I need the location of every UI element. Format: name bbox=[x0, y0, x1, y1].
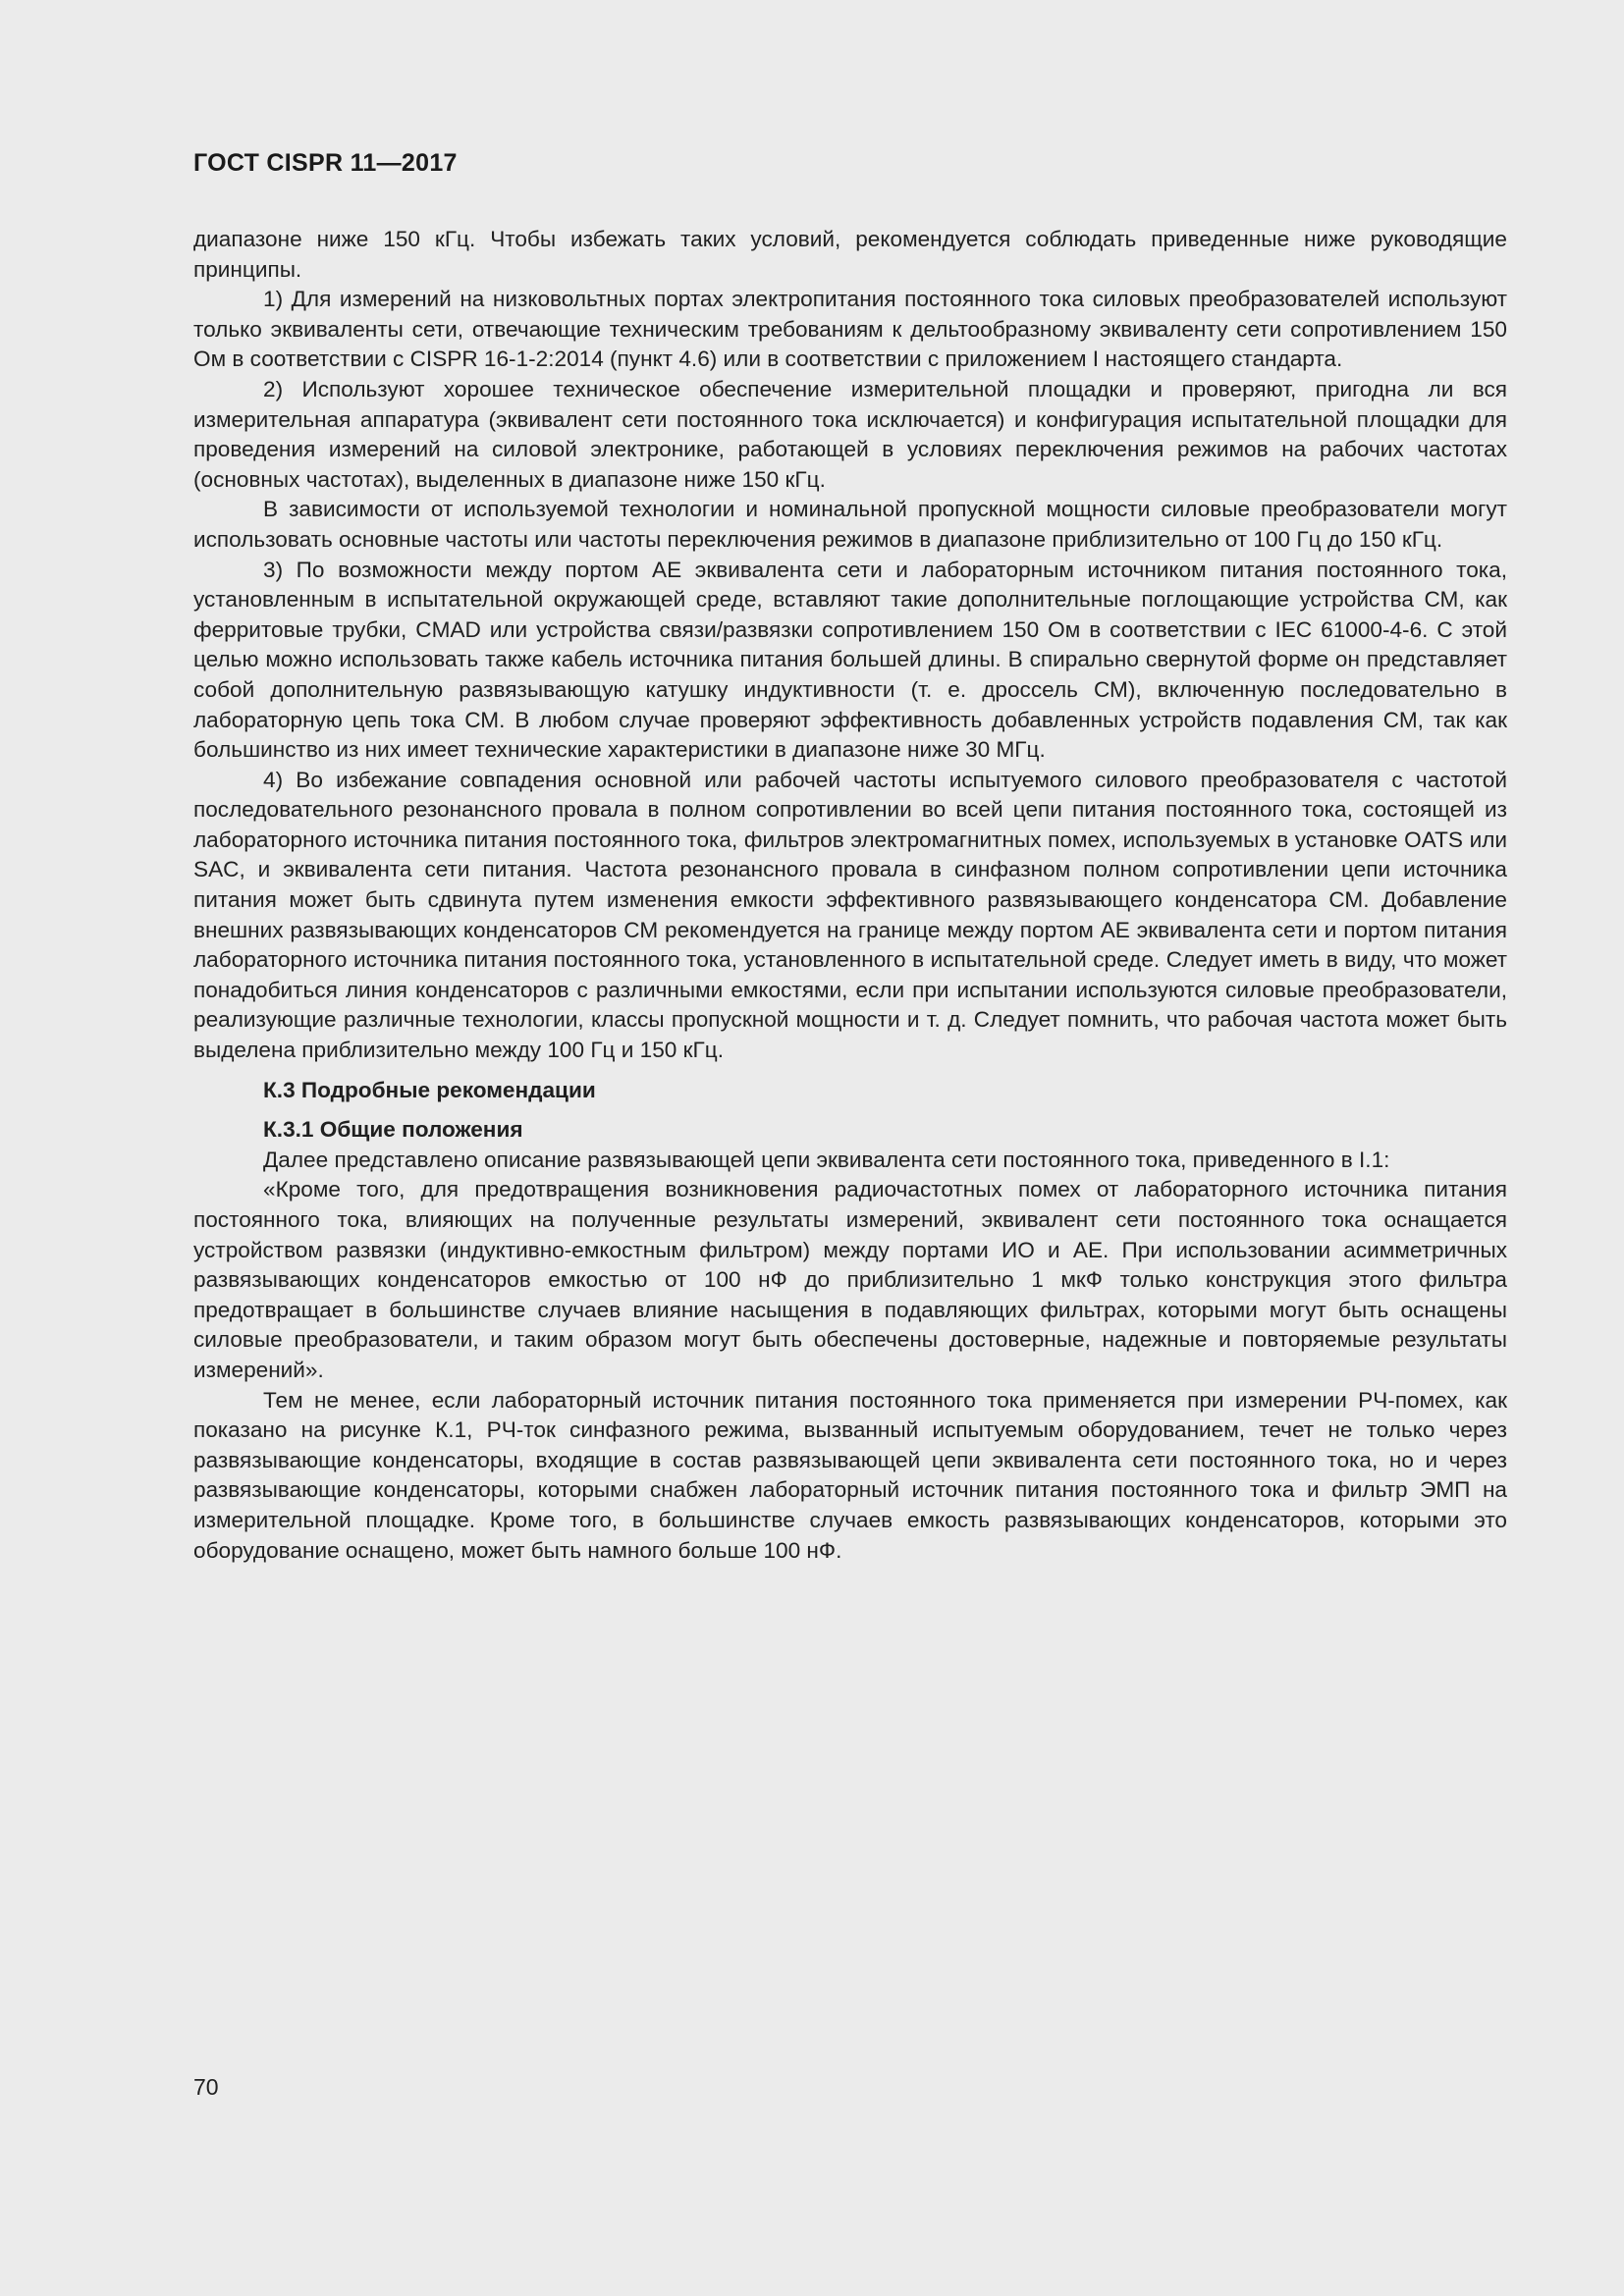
heading-k3: К.3 Подробные рекомендации bbox=[263, 1077, 596, 1102]
paragraph-final: Тем не менее, если лабораторный источник питания постоянного тока применяется при измерении РЧ-помех, как показано на рисунке К.1, РЧ-ток синфазного режима, вызванный испытуемым оборудованием, течет не только через развязывающие конденсаторы, входящие в состав развязывающей цепи эквивалента сети постоянного тока, но и через развязывающие конденсаторы, которыми снабжен лабораторный источник питания постоянного тока и фильтр ЭМП на измерительной площадке. Кроме того, в большинстве случаев емкость развязывающих конденсаторов, которыми это оборудование оснащено, может быть намного больше 100 нФ. bbox=[193, 1387, 1507, 1563]
paragraph-intro: Далее представлено описание развязывающей цепи эквивалента сети постоянного тока, приведенного в I.1: bbox=[263, 1147, 1390, 1172]
paragraph-item-2: 2) Используют хорошее техническое обеспечение измерительной площадки и проверяют, пригодна ли вся измерительная аппаратура (эквивалент сети постоянного тока исключается) и конфигурация испытательной площадки для проведения измерений на силовой электронике, работающей в условиях переключения режимов на рабочих частотах (основных частотах), выделенных в диапазоне ниже 150 кГц. bbox=[193, 376, 1507, 492]
body-text bbox=[193, 225, 1507, 1566]
paragraph-item-1: 1) Для измерений на низковольтных портах электропитания постоянного тока силовых преобразователей используют только эквиваленты сети, отвечающие техническим требованиям к дельтообразному эквиваленту сети сопротивлением 150 Ом в соответствии с CISPR 16-1-2:2014 (пункт 4.6) или в соответствии с приложением I настоящего стандарта. bbox=[193, 287, 1507, 372]
paragraph-continuation: диапазоне ниже 150 кГц. Чтобы избежать таких условий, рекомендуется соблюдать приведенные ниже руководящие принципы. bbox=[193, 227, 1507, 282]
paragraph-item-3: 3) По возможности между портом АЕ эквивалента сети и лабораторным источником питания постоянного тока, установленным в испытательной окружающей среде, вставляют такие дополнительные поглощающие устройства СМ, как ферритовые трубки, CMAD или устройства связи/развязки сопротивлением 150 Ом в соответствии с IEC 61000-4-6. С этой целью можно использовать также кабель источника питания большей длины. В спирально свернутой форме он представляет собой дополнительную развязывающую катушку индуктивности (т. е. дроссель СМ), включенную последовательно в лабораторную цепь тока СМ. В любом случае проверяют эффективность добавленных устройств подавления СМ, так как большинство из них имеет технические характеристики в диапазоне ниже 30 МГц. bbox=[193, 557, 1507, 763]
paragraph-quote: «Кроме того, для предотвращения возникновения радиочастотных помех от лабораторного источника питания постоянного тока, влияющих на полученные результаты измерений, эквивалент сети постоянного тока оснащается устройством развязки (индуктивно-емкостным фильтром) между портами ИО и АЕ. При использовании асимметричных развязывающих конденсаторов емкостью от 100 нФ до приблизительно 1 мкФ только конструкция этого фильтра предотвращает в большинстве случаев влияние насыщения в подавляющих фильтрах, которыми могут быть оснащены силовые преобразователи, и таким образом могут быть обеспечены достоверные, надежные и повторяемые результаты измерений». bbox=[193, 1177, 1507, 1382]
page-number: 70 bbox=[193, 2074, 219, 2100]
paragraph-item-4: 4) Во избежание совпадения основной или рабочей частоты испытуемого силового преобразователя с частотой последовательного резонансного провала в полном сопротивлении во всей цепи питания постоянного тока, состоящей из лабораторного источника питания постоянного тока, фильтров электромагнитных помех, используемых в установке OATS или SAC, и эквивалента сети питания. Частота резонансного провала в синфазном полном сопротивлении цепи источника питания может быть сдвинута путем изменения емкости эффективного развязывающего конденсатора СМ. Добавление внешних развязывающих конденсаторов СМ рекомендуется на границе между портом АЕ эквивалента сети и портом питания лабораторного источника питания постоянного тока, установленного в испытательной среде. Следует иметь в виду, что может понадобиться линия конденсаторов с различными емкостями, если при испытании используются силовые преобразователи, реализующие различные технологии, классы пропускной мощности и т. д. Следует помнить, что рабочая частота может быть выделена приблизительно между 100 Гц и 150 кГц. bbox=[193, 767, 1507, 1063]
paragraph-frequency-note: В зависимости от используемой технологии и номинальной пропускной мощности силовые преобразователи могут использовать основные частоты или частоты переключения режимов в диапазоне приблизительно от 100 Гц до 150 кГц. bbox=[193, 497, 1507, 552]
document-header: ГОСТ CISPR 11—2017 bbox=[193, 149, 458, 177]
heading-k31: К.3.1 Общие положения bbox=[263, 1117, 523, 1143]
